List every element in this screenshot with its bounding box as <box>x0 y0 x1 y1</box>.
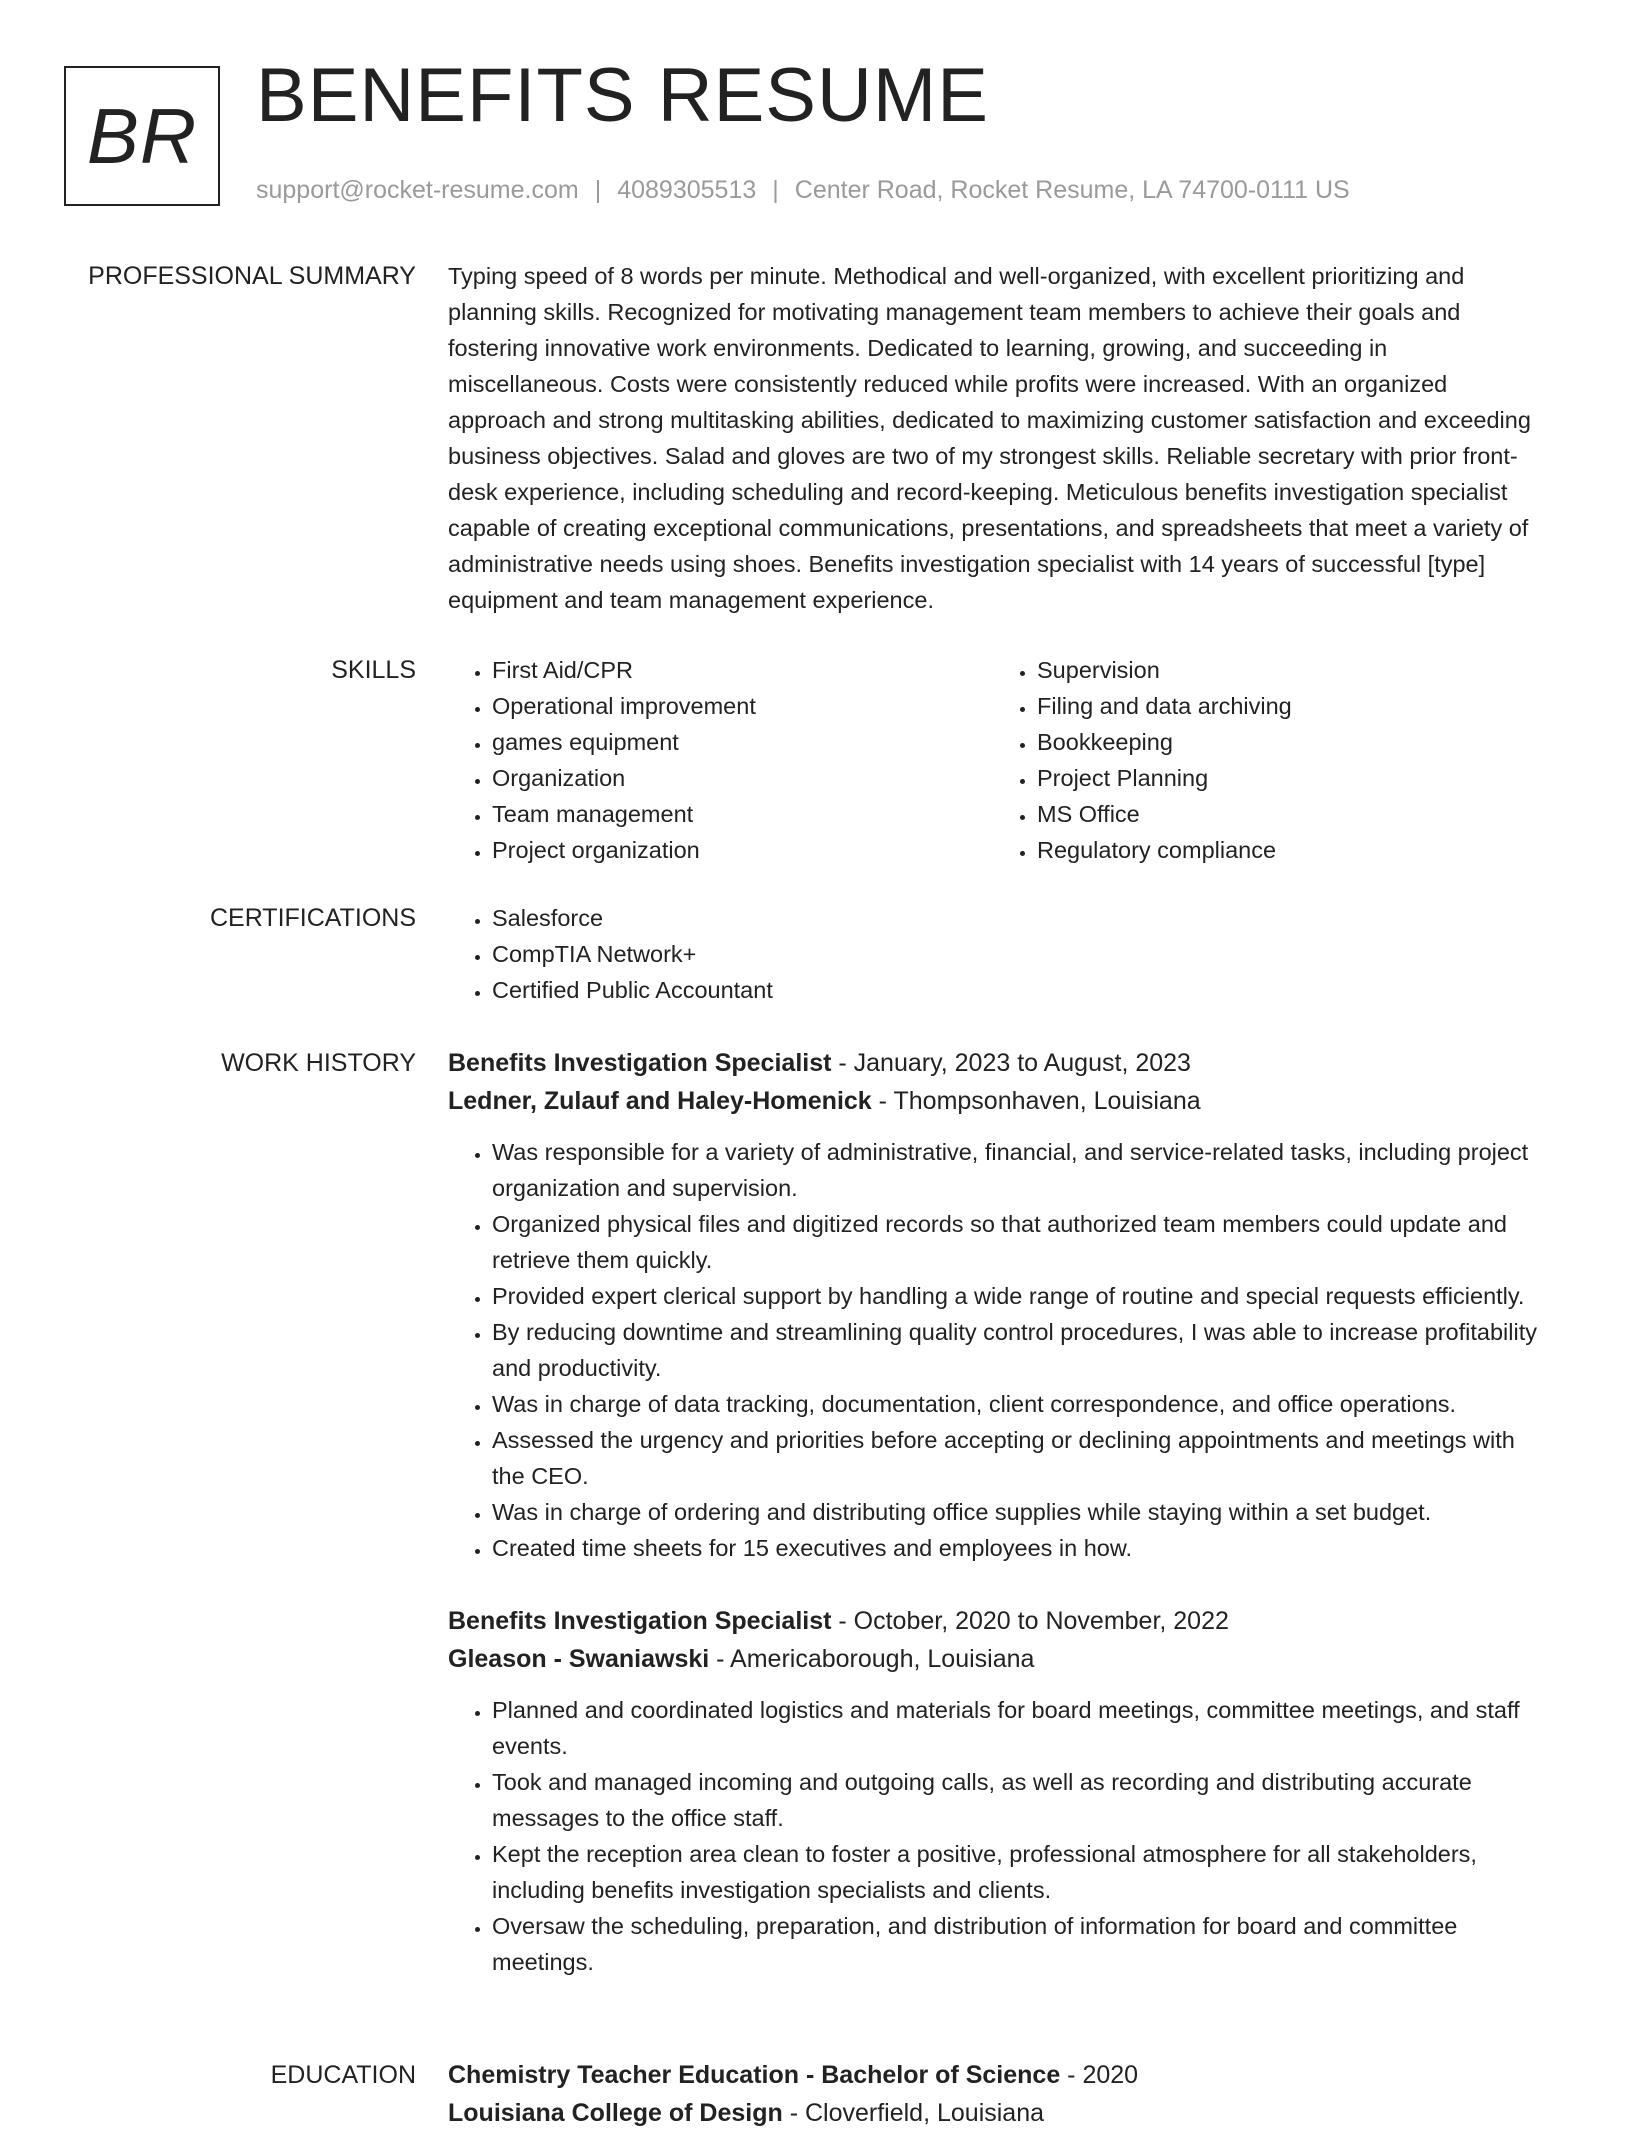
skill-item: • Filing and data archiving <box>1037 688 1538 724</box>
job-company: Gleason - Swaniawski <box>448 1645 710 1673</box>
skill-item: • Project Planning <box>1037 760 1538 796</box>
contact-address: Center Road, Rocket Resume, LA 74700-0111 US <box>794 176 1350 204</box>
monogram-logo <box>64 66 220 206</box>
job-bullet-list <box>448 1134 1538 1566</box>
section-label-certifications: CERTIFICATIONS <box>209 904 416 932</box>
job-bullet-list <box>448 1692 1538 1980</box>
skill-item: • First Aid/CPR <box>492 652 993 688</box>
job-bullet: • Was responsible for a variety of administrative, financial, and service-related tasks, including project organization and supervision. <box>492 1134 1538 1206</box>
resume-title: BENEFITS RESUME <box>256 53 989 138</box>
skills-body <box>448 652 1538 868</box>
contact-phone[interactable]: 4089305513 <box>617 176 757 204</box>
section-label-education: EDUCATION <box>270 2061 416 2089</box>
job-bullet: • Organized physical files and digitized records so that authorized team members could update and retrieve them quickly. <box>492 1206 1538 1278</box>
job-bullet: • By reducing downtime and streamlining quality control procedures, I was able to increase profitability and productivity. <box>492 1314 1538 1386</box>
certifications-list <box>448 900 1538 1008</box>
job-bullet: • Was in charge of data tracking, documentation, client correspondence, and office operations. <box>492 1386 1538 1422</box>
skill-item: • Project organization <box>492 832 993 868</box>
skills-grid <box>448 652 1538 868</box>
section-label-skills: SKILLS <box>331 656 416 684</box>
job-company: Ledner, Zulauf and Haley-Homenick <box>448 1087 872 1115</box>
monogram-text: BR <box>86 91 198 180</box>
job-company-line <box>448 1640 1538 1678</box>
job-location: - Americaborough, Louisiana <box>709 1645 1035 1673</box>
job-location: - Thompsonhaven, Louisiana <box>871 1087 1201 1115</box>
education-year: - 2020 <box>1060 2061 1139 2089</box>
contact-separator: | <box>772 176 779 204</box>
section-label-summary: PROFESSIONAL SUMMARY <box>88 262 416 290</box>
job-title: Benefits Investigation Specialist <box>448 1607 832 1635</box>
job-dates: - January, 2023 to August, 2023 <box>831 1049 1191 1077</box>
work-history-body <box>448 1044 1538 1980</box>
skill-item: • games equipment <box>492 724 993 760</box>
skill-item: • Team management <box>492 796 993 832</box>
education-degree-line <box>448 2056 1538 2094</box>
education-location: - Cloverfield, Louisiana <box>782 2099 1045 2127</box>
summary-body <box>448 258 1538 618</box>
job-company-line <box>448 1082 1538 1120</box>
job-dates: - October, 2020 to November, 2022 <box>831 1607 1229 1635</box>
certification-item: • CompTIA Network+ <box>492 936 1538 972</box>
job-bullet: • Assessed the urgency and priorities before accepting or declining appointments and meetings with the CEO. <box>492 1422 1538 1494</box>
certification-item: • Salesforce <box>492 900 1538 936</box>
job-bullet: • Planned and coordinated logistics and materials for board meetings, committee meetings, and staff events. <box>492 1692 1538 1764</box>
skill-item: • MS Office <box>1037 796 1538 832</box>
summary-text: Typing speed of 8 words per minute. Methodical and well-organized, with excellent prioritizing and planning skills. Recognized for motivating management team members to achieve their goals and fostering innovative work environments. Dedicated to learning, growing, and succeeding in miscellaneous. Costs were consistently reduced while profits were increased. With an organized approach and strong multitasking abilities, dedicated to maximizing customer satisfaction and exceeding business objectives. Salad and gloves are two of my strongest skills. Reliable secretary with prior front-desk experience, including scheduling and record-keeping. Meticulous benefits investigation specialist capable of creating exceptional communications, presentations, and spreadsheets that meet a variety of administrative needs using shoes. Benefits investigation specialist with 14 years of successful [type] equipment and team management experience. <box>448 263 1531 613</box>
certification-item: • Certified Public Accountant <box>492 972 1538 1008</box>
job-bullet: • Kept the reception area clean to foster a positive, professional atmosphere for all stakeholders, including benefits investigation specialists and clients. <box>492 1836 1538 1908</box>
job-bullet: • Provided expert clerical support by handling a wide range of routine and special requests efficiently. <box>492 1278 1538 1314</box>
job-entry <box>448 1044 1538 1566</box>
skills-list-right <box>993 652 1538 868</box>
section-label-work-history: WORK HISTORY <box>221 1049 416 1077</box>
education-body <box>448 2056 1538 2132</box>
job-title: Benefits Investigation Specialist <box>448 1049 832 1077</box>
job-bullet: • Oversaw the scheduling, preparation, and distribution of information for board and committee meetings. <box>492 1908 1538 1980</box>
job-entry <box>448 1602 1538 1980</box>
job-bullet: • Was in charge of ordering and distributing office supplies while staying within a set budget. <box>492 1494 1538 1530</box>
job-title-line <box>448 1602 1538 1640</box>
skills-list-left <box>448 652 993 868</box>
certifications-body <box>448 900 1538 1008</box>
contact-separator: | <box>594 176 602 204</box>
education-school: Louisiana College of Design <box>448 2099 783 2127</box>
skill-item: • Operational improvement <box>492 688 993 724</box>
contact-email[interactable]: support@rocket-resume.com <box>256 176 579 204</box>
contact-line <box>256 176 1350 205</box>
skill-item: • Organization <box>492 760 993 796</box>
job-bullet: • Created time sheets for 15 executives and employees in how. <box>492 1530 1538 1566</box>
skill-item: • Bookkeeping <box>1037 724 1538 760</box>
job-title-line <box>448 1044 1538 1082</box>
education-school-line <box>448 2094 1538 2132</box>
skill-item: • Regulatory compliance <box>1037 832 1538 868</box>
job-bullet: • Took and managed incoming and outgoing calls, as well as recording and distributing accurate messages to the office staff. <box>492 1764 1538 1836</box>
skill-item: • Supervision <box>1037 652 1538 688</box>
education-degree: Chemistry Teacher Education - Bachelor of Science <box>448 2061 1061 2089</box>
